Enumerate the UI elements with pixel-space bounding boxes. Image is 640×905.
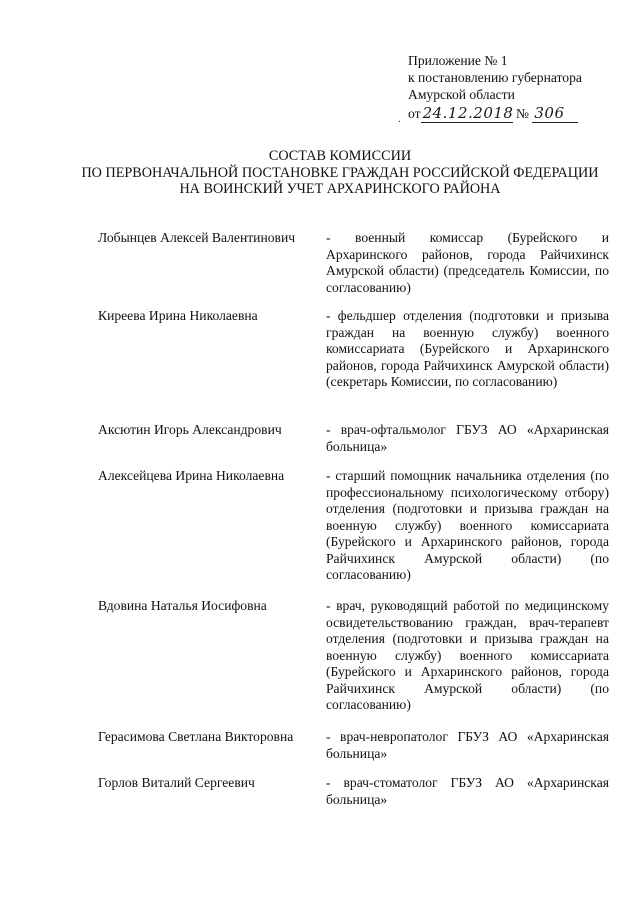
title-line-3: НА ВОИНСКИЙ УЧЕТ АРХАРИНСКОГО РАЙОНА	[179, 181, 501, 197]
approval-block	[398, 52, 628, 125]
title-line-1: СОСТАВ КОМИССИИ	[268, 148, 412, 164]
member-role: - врач-стоматолог ГБУЗ АО «Архаринская больница»	[326, 775, 609, 807]
scan-mark: .	[398, 114, 401, 125]
member-role: - военный комиссар (Бурейского и Архаринского районов, города Райчихинск Амурской области) (председатель Комиссии, по согласованию)	[326, 230, 609, 295]
appendix-date-number	[398, 104, 628, 125]
member-name: Герасимова Светлана Викторовна	[98, 729, 294, 744]
member-name: Аксютин Игорь Александрович	[98, 422, 282, 437]
member-name: Лобынцев Алексей Валентинович	[98, 230, 296, 245]
handwritten-number: 306	[532, 105, 578, 123]
appendix-reference: к постановлению губернатора	[408, 70, 582, 85]
member-name: Горлов Виталий Сергеевич	[98, 775, 255, 790]
member-name: Киреева Ирина Николаевна	[98, 308, 258, 323]
number-prefix: №	[515, 106, 529, 121]
title-line-2: ПО ПЕРВОНАЧАЛЬНОЙ ПОСТАНОВКЕ ГРАЖДАН РОССИЙСКОЙ ФЕДЕРАЦИИ	[81, 164, 599, 181]
member-role: - врач-офтальмолог ГБУЗ АО «Архаринская больница»	[326, 422, 609, 454]
member-role: - старший помощник начальника отделения (по профессиональному психологическому отбору) отделения (подготовки и призыва граждан на военную службу) военного комиссариата (Бурейского и Архаринского районов, города Райчихинск Амурской области) (по согласованию)	[326, 468, 609, 582]
appendix-number: Приложение № 1	[408, 53, 508, 68]
member-role: - врач-невропатолог ГБУЗ АО «Архаринская больница»	[326, 729, 609, 761]
handwritten-date: 24.12.2018	[422, 104, 514, 122]
member-role: - врач, руководящий работой по медицинскому освидетельствованию граждан, врач-терапевт отделения (подготовки и призыва граждан на военную службу) военного комиссариата (Бурейского и Архаринского районов, города Райчихинск Амурской области) (по согласованию)	[326, 598, 609, 712]
member-role: - фельдшер отделения (подготовки и призыва граждан на военную службу) военного комиссариата (Бурейского и Архаринского районов, города Райчихинск Амурской области) (секретарь Комиссии, по согласованию)	[326, 308, 609, 389]
appendix-region: Амурской области	[408, 87, 515, 102]
member-name: Вдовина Наталья Иосифовна	[98, 598, 267, 613]
date-prefix: от	[408, 106, 421, 121]
document-title	[40, 148, 640, 198]
member-name: Алексейцева Ирина Николаевна	[98, 468, 285, 483]
